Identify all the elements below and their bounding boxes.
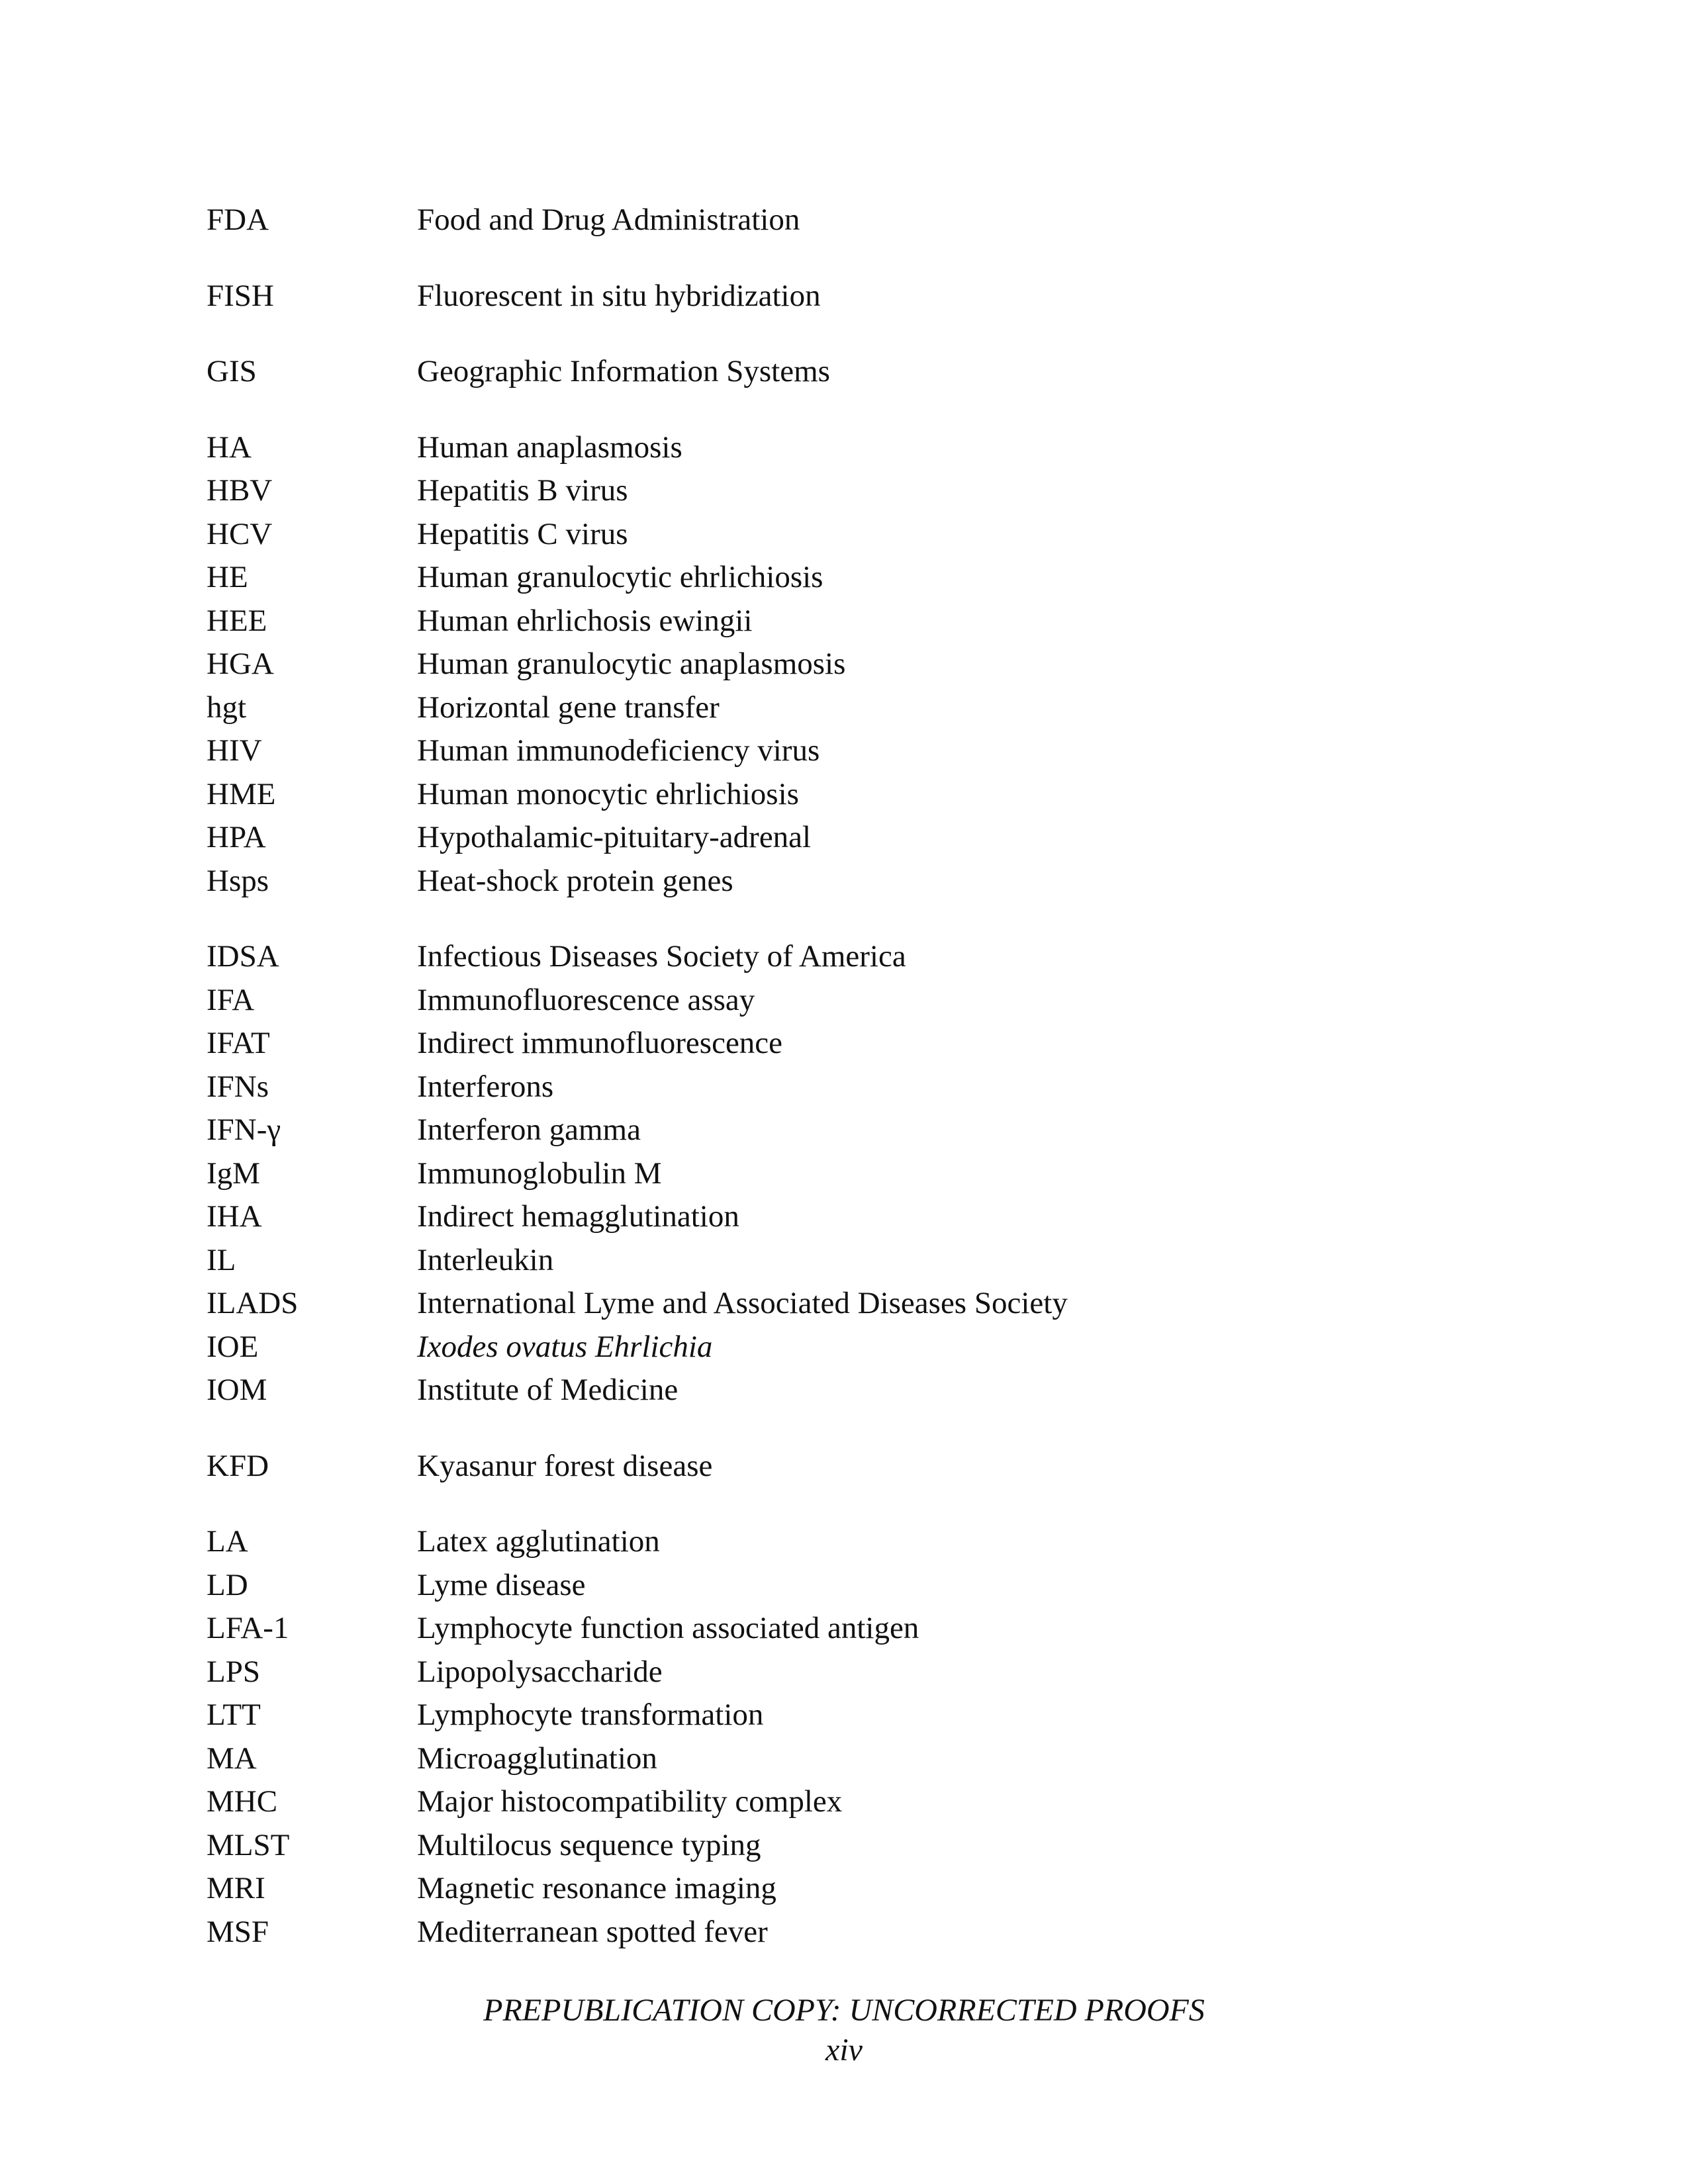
- abbreviation-row: [207, 600, 1530, 643]
- abbreviation-definition: Human monocytic ehrlichiosis: [417, 776, 799, 811]
- abbreviation-group: [207, 1520, 1530, 1954]
- abbreviation-row: [207, 860, 1530, 903]
- abbreviation-term: HPA: [207, 820, 266, 854]
- abbreviation-term: HME: [207, 776, 276, 811]
- abbreviation-row: [207, 1694, 1530, 1737]
- abbreviation-definition: Major histocompatibility complex: [417, 1784, 843, 1819]
- abbreviation-term: IFAT: [207, 1026, 270, 1060]
- abbreviation-row: [207, 1651, 1530, 1694]
- abbreviation-group: [207, 350, 1530, 394]
- abbreviation-definition: Interferons: [417, 1069, 554, 1104]
- abbreviation-definition: Food and Drug Administration: [417, 203, 800, 237]
- abbreviation-term: GIS: [207, 354, 257, 388]
- abbreviation-row: [207, 1066, 1530, 1109]
- abbreviation-row: [207, 729, 1530, 773]
- abbreviation-term: HEE: [207, 603, 267, 638]
- abbreviation-row: [207, 1195, 1530, 1239]
- abbreviation-row: [207, 979, 1530, 1023]
- abbreviation-group: [207, 199, 1530, 242]
- abbreviation-row: [207, 1520, 1530, 1564]
- abbreviation-definition: Heat-shock protein genes: [417, 863, 733, 898]
- abbreviation-row: [207, 1152, 1530, 1196]
- abbreviation-term: MRI: [207, 1871, 265, 1905]
- abbreviation-row: [207, 275, 1530, 318]
- abbreviation-definition: Human immunodeficiency virus: [417, 733, 820, 768]
- abbreviation-term: hgt: [207, 690, 247, 725]
- abbreviation-term: FISH: [207, 278, 274, 313]
- abbreviation-term: LPS: [207, 1654, 260, 1689]
- abbreviation-row: [207, 686, 1530, 730]
- abbreviation-group: [207, 426, 1530, 903]
- abbreviation-definition: Hepatitis C virus: [417, 516, 628, 551]
- abbreviation-definition: Horizontal gene transfer: [417, 690, 720, 725]
- abbreviation-definition: Mediterranean spotted fever: [417, 1914, 768, 1949]
- abbreviation-definition: Lipopolysaccharide: [417, 1654, 663, 1689]
- abbreviation-definition: Immunofluorescence assay: [417, 982, 755, 1017]
- abbreviation-definition: Fluorescent in situ hybridization: [417, 278, 821, 313]
- abbreviation-term: HE: [207, 560, 248, 594]
- abbreviation-definition: Human anaplasmosis: [417, 430, 682, 465]
- abbreviation-definition: Human granulocytic ehrlichiosis: [417, 560, 823, 594]
- abbreviation-term: ILADS: [207, 1286, 299, 1320]
- abbreviation-definition: Microagglutination: [417, 1741, 657, 1776]
- page-number: xiv: [825, 2032, 863, 2068]
- abbreviation-term: HIV: [207, 733, 262, 768]
- abbreviation-definition: Magnetic resonance imaging: [417, 1871, 776, 1905]
- abbreviation-row: [207, 773, 1530, 817]
- abbreviation-row: [207, 469, 1530, 513]
- abbreviation-row: [207, 426, 1530, 470]
- abbreviation-row: [207, 1911, 1530, 1954]
- abbreviation-term: MHC: [207, 1784, 278, 1819]
- abbreviation-term: HCV: [207, 516, 273, 551]
- abbreviation-term: Hsps: [207, 863, 269, 898]
- abbreviation-definition: Lyme disease: [417, 1567, 586, 1602]
- abbreviation-row: [207, 1607, 1530, 1651]
- abbreviation-row: [207, 643, 1530, 686]
- abbreviation-row: [207, 1022, 1530, 1066]
- abbreviation-definition: Geographic Information Systems: [417, 354, 830, 388]
- abbreviation-row: [207, 556, 1530, 600]
- abbreviation-term: HBV: [207, 473, 273, 508]
- abbreviation-row: [207, 199, 1530, 242]
- abbreviation-row: [207, 513, 1530, 557]
- abbreviation-term: IHA: [207, 1199, 262, 1234]
- abbreviation-term: LA: [207, 1524, 248, 1559]
- abbreviation-definition: Kyasanur forest disease: [417, 1448, 713, 1483]
- abbreviation-term: LTT: [207, 1698, 261, 1732]
- abbreviation-row: [207, 1239, 1530, 1283]
- abbreviation-term: HA: [207, 430, 252, 465]
- abbreviation-row: [207, 1780, 1530, 1824]
- abbreviation-term: MSF: [207, 1914, 269, 1949]
- abbreviation-definition: Indirect immunofluorescence: [417, 1026, 783, 1060]
- abbreviation-row: [207, 935, 1530, 979]
- abbreviation-definition: Lymphocyte transformation: [417, 1698, 764, 1732]
- abbreviation-definition: Latex agglutination: [417, 1524, 660, 1559]
- abbreviation-definition: Hepatitis B virus: [417, 473, 628, 508]
- abbreviation-list: [207, 199, 1530, 1954]
- abbreviation-row: [207, 1737, 1530, 1781]
- abbreviation-definition: Immunoglobulin M: [417, 1156, 662, 1191]
- abbreviation-term: MA: [207, 1741, 257, 1776]
- abbreviation-term: LFA-1: [207, 1611, 289, 1645]
- prepublication-notice: PREPUBLICATION COPY: UNCORRECTED PROOFS: [483, 1993, 1205, 2028]
- abbreviation-definition: Interleukin: [417, 1242, 554, 1277]
- abbreviation-definition: Infectious Diseases Society of America: [417, 939, 906, 974]
- abbreviation-definition: Human ehrlichosis ewingii: [417, 603, 753, 638]
- abbreviation-term: IDSA: [207, 939, 279, 974]
- abbreviation-term: IL: [207, 1242, 236, 1277]
- abbreviation-term: IFN-γ: [207, 1113, 281, 1147]
- abbreviation-term: FDA: [207, 203, 269, 237]
- abbreviation-definition: Lymphocyte function associated antigen: [417, 1611, 919, 1645]
- abbreviation-row: [207, 350, 1530, 394]
- abbreviation-row: [207, 1109, 1530, 1152]
- abbreviation-term: HGA: [207, 647, 274, 681]
- abbreviation-term: LD: [207, 1567, 248, 1602]
- abbreviation-term: MLST: [207, 1827, 290, 1862]
- abbreviation-row: [207, 1564, 1530, 1608]
- abbreviation-row: [207, 1824, 1530, 1868]
- abbreviation-row: [207, 1282, 1530, 1326]
- abbreviation-definition: Interferon gamma: [417, 1113, 641, 1147]
- abbreviation-group: [207, 1445, 1530, 1488]
- abbreviation-definition: Human granulocytic anaplasmosis: [417, 647, 846, 681]
- abbreviation-definition: International Lyme and Associated Diseases Society: [417, 1286, 1068, 1320]
- abbreviation-definition: Indirect hemagglutination: [417, 1199, 739, 1234]
- abbreviation-definition: Institute of Medicine: [417, 1373, 679, 1407]
- abbreviation-definition: Ixodes ovatus Ehrlichia: [417, 1329, 713, 1364]
- abbreviation-term: KFD: [207, 1448, 269, 1483]
- abbreviation-term: IFNs: [207, 1069, 269, 1104]
- abbreviation-definition: Multilocus sequence typing: [417, 1827, 761, 1862]
- abbreviation-term: IgM: [207, 1156, 260, 1191]
- abbreviation-group: [207, 935, 1530, 1412]
- abbreviation-definition: Hypothalamic-pituitary-adrenal: [417, 820, 812, 854]
- abbreviation-row: [207, 1445, 1530, 1488]
- abbreviation-term: IOE: [207, 1329, 259, 1364]
- abbreviation-term: IOM: [207, 1373, 267, 1407]
- abbreviation-row: [207, 1326, 1530, 1369]
- abbreviation-row: [207, 1867, 1530, 1911]
- abbreviation-group: [207, 275, 1530, 318]
- abbreviation-row: [207, 816, 1530, 860]
- abbreviation-row: [207, 1369, 1530, 1412]
- abbreviation-term: IFA: [207, 982, 255, 1017]
